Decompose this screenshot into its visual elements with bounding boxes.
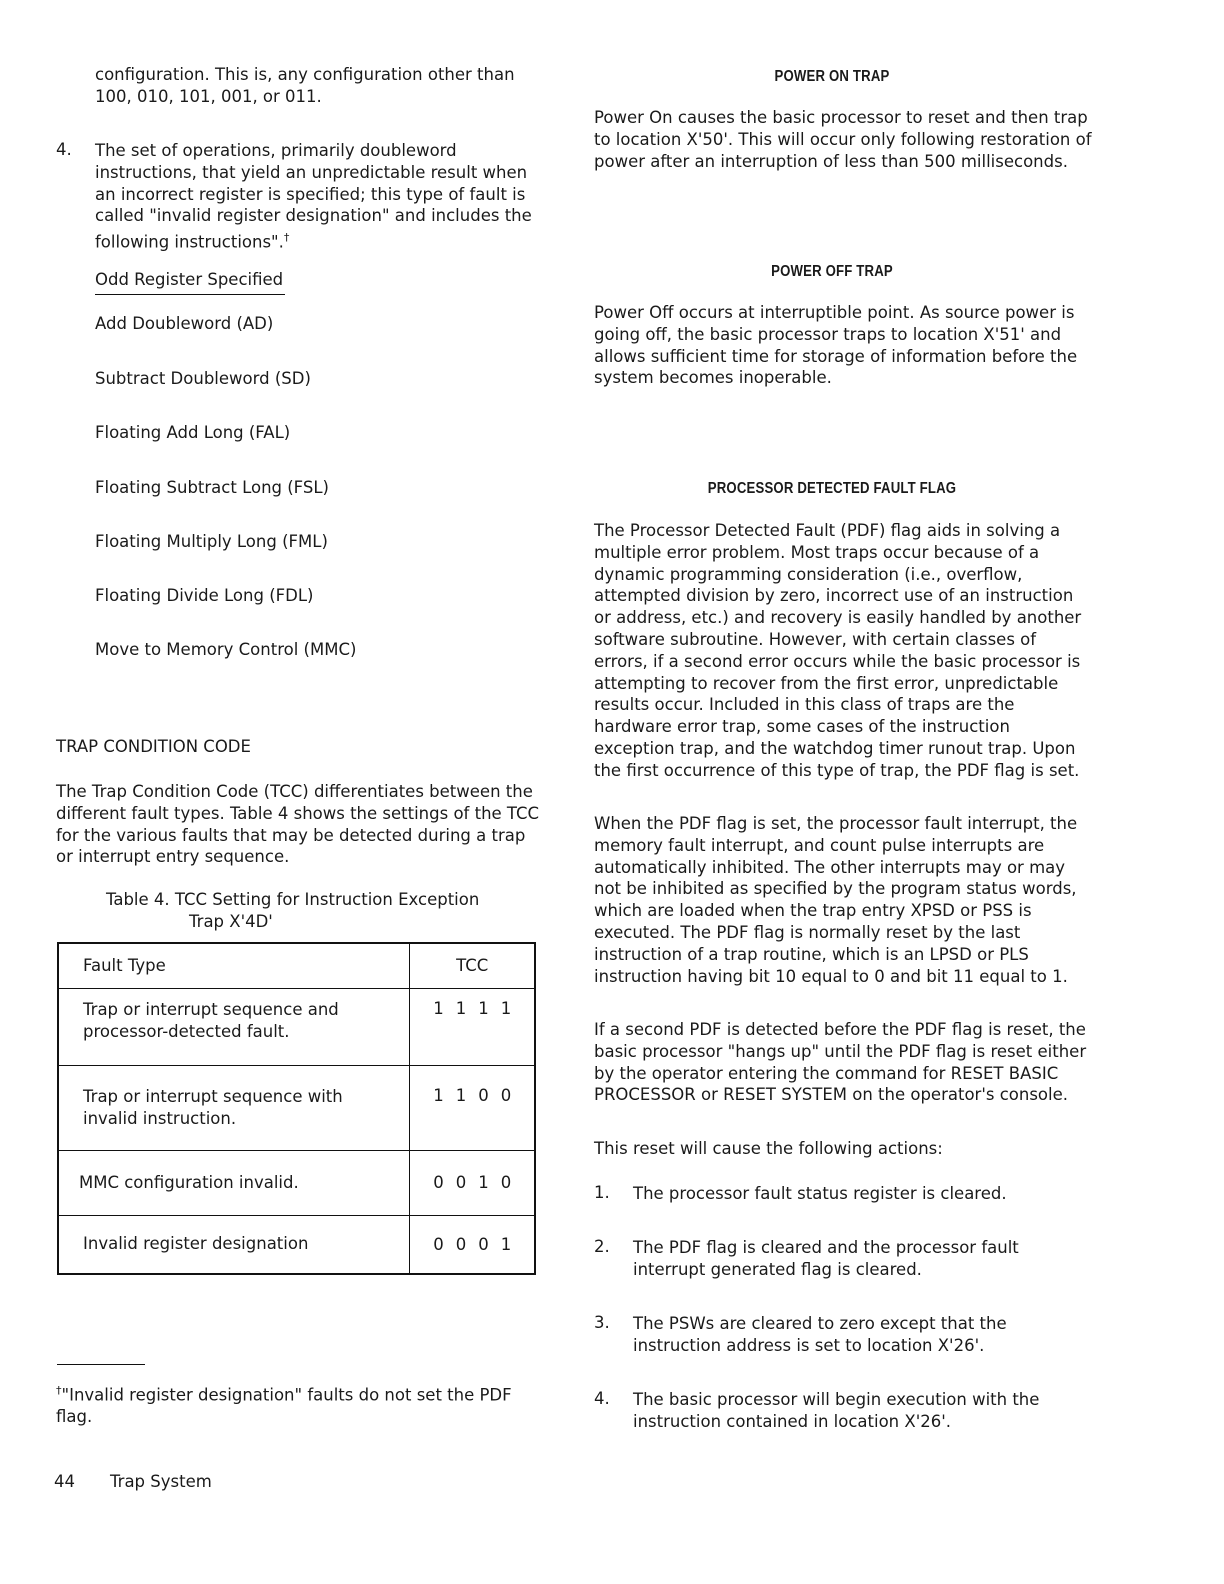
pdf-paragraph-1: The Processor Detected Fault (PDF) flag aids in solving a multiple error problem. Most traps occur because of a dynamic programming consideration (i.e., overflow, attempted division by zero, incorrect use of an instruction or address, etc.) and recovery is easily handled by another software subroutine. However, with certain classes of errors, if a second error occurs while the basic processor is attempting to recover from the first error, unpredictable results occur. Included in this class of traps are the hardware error trap, some cases of the instruction exception trap, and the watchdog timer runout trap. Upon the first occurrence of this type of trap, the PDF flag is set. — [594, 521, 1082, 780]
tcc-value: 0001 — [433, 1234, 524, 1254]
instruction-item: Floating Add Long (FAL) — [95, 423, 291, 442]
footnote-text: "Invalid register designation" faults do not set the PDF flag. — [56, 1385, 512, 1427]
action-number: 4. — [594, 1389, 610, 1408]
fault-text: MMC configuration invalid. — [79, 1172, 299, 1192]
instruction-item: Floating Subtract Long (FSL) — [95, 478, 329, 497]
action-text: The PDF flag is cleared and the processor fault interrupt generated flag is cleared. — [633, 1238, 1019, 1279]
table-row — [58, 1065, 535, 1150]
footnote — [56, 1380, 526, 1428]
pdf-paragraph-2: When the PDF flag is set, the processor fault interrupt, the memory fault interrupt, and count pulse interrupts are automatically inhibited. The other interrupts may or may not be inhibited as specified by the program status words, which are loaded when the trap entry XPSD or PSS is executed. The PDF flag is normally reset by the last instruction of a trap routine, which is an LPSD or PLS instruction having bit 10 equal to 0 and bit 11 equal to 1. — [594, 814, 1078, 986]
power-on-paragraph: Power On causes the basic processor to reset and then trap to location X'50'. This will occur only following restoration of power after an interruption of less than 500 milliseconds. — [594, 108, 1092, 171]
tcc-value: 1111 — [433, 998, 524, 1018]
tcc-value: 1100 — [433, 1085, 524, 1105]
tcc-cell — [410, 1065, 535, 1150]
trap-condition-paragraph: The Trap Condition Code (TCC) differentiates between the different fault types. Table 4 shows the settings of the TCC for the various faults that may be detected during a trap or interrupt entry sequence. — [56, 782, 540, 867]
odd-register-heading-text: Odd Register Specified — [95, 270, 284, 289]
item-4-text — [95, 140, 540, 253]
fault-cell — [58, 1215, 410, 1274]
fault-text: Trap or interrupt sequence with invalid instruction. — [83, 1086, 343, 1128]
instruction-item: Move to Memory Control (MMC) — [95, 640, 357, 659]
action-text: The PSWs are cleared to zero except that the instruction address is set to location X'26'. — [633, 1314, 1007, 1355]
table-row — [58, 1215, 535, 1274]
fault-text: Invalid register designation — [83, 1234, 309, 1254]
intro-paragraph: configuration. This is, any configuration other than 100, 010, 101, 001, or 011. — [95, 65, 515, 106]
table-row — [58, 988, 535, 1065]
power-off-heading: POWER OFF TRAP — [771, 263, 893, 280]
reset-intro: This reset will cause the following actions: — [594, 1139, 943, 1158]
fault-cell — [58, 988, 410, 1065]
header-tcc: TCC — [410, 943, 535, 988]
instruction-item: Floating Multiply Long (FML) — [95, 532, 328, 551]
tcc-cell — [410, 1150, 535, 1215]
table-caption-line1: Table 4. TCC Setting for Instruction Exception — [106, 890, 480, 909]
table-caption-line2: Trap X'4D' — [189, 912, 273, 931]
fault-cell — [58, 1150, 410, 1215]
fault-text: Trap or interrupt sequence and processor-detected fault. — [83, 999, 339, 1041]
instruction-item: Add Doubleword (AD) — [95, 314, 274, 333]
action-text: The basic processor will begin execution with the instruction contained in location X'26'. — [633, 1390, 1040, 1431]
pdf-heading: PROCESSOR DETECTED FAULT FLAG — [707, 480, 957, 497]
tcc-value: 0010 — [433, 1173, 524, 1192]
odd-register-underline — [95, 294, 285, 295]
action-text: The processor fault status register is cleared. — [633, 1184, 1007, 1203]
item-4-number: 4. — [56, 140, 72, 159]
item-4-body: The set of operations, primarily doubleword instructions, that yield an unpredictable result when an incorrect register is specified; this type of fault is called "invalid register designation" and includes the following instructions". — [95, 141, 532, 252]
section-name: Trap System — [110, 1472, 212, 1491]
odd-register-heading — [95, 270, 283, 289]
tcc-cell — [410, 1215, 535, 1274]
fault-cell — [58, 1065, 410, 1150]
table-row — [58, 1150, 535, 1215]
action-number: 1. — [594, 1183, 610, 1202]
footnote-rule — [57, 1364, 145, 1365]
power-on-heading: POWER ON TRAP — [774, 68, 890, 85]
trap-condition-heading: TRAP CONDITION CODE — [56, 737, 251, 756]
footnote-mark: † — [56, 1384, 62, 1397]
table-header-row — [58, 943, 535, 988]
header-fault-type: Fault Type — [58, 943, 410, 988]
page-number: 44 — [54, 1472, 75, 1491]
instruction-item: Subtract Doubleword (SD) — [95, 369, 311, 388]
tcc-cell — [410, 988, 535, 1065]
tcc-table — [57, 942, 536, 1275]
item-4-footnote-mark: † — [283, 231, 290, 245]
action-number: 3. — [594, 1313, 610, 1332]
pdf-paragraph-3: If a second PDF is detected before the PDF flag is reset, the basic processor "hangs up" until the PDF flag is reset either by the operator entering the command for RESET BASIC PROCESSOR or RESET SYSTEM on the operator's console. — [594, 1020, 1087, 1105]
power-off-paragraph: Power Off occurs at interruptible point. As source power is going off, the basic processor traps to location X'51' and allows sufficient time for storage of information before the system becomes inoperable. — [594, 303, 1078, 388]
instruction-item: Floating Divide Long (FDL) — [95, 586, 314, 605]
action-number: 2. — [594, 1237, 610, 1256]
